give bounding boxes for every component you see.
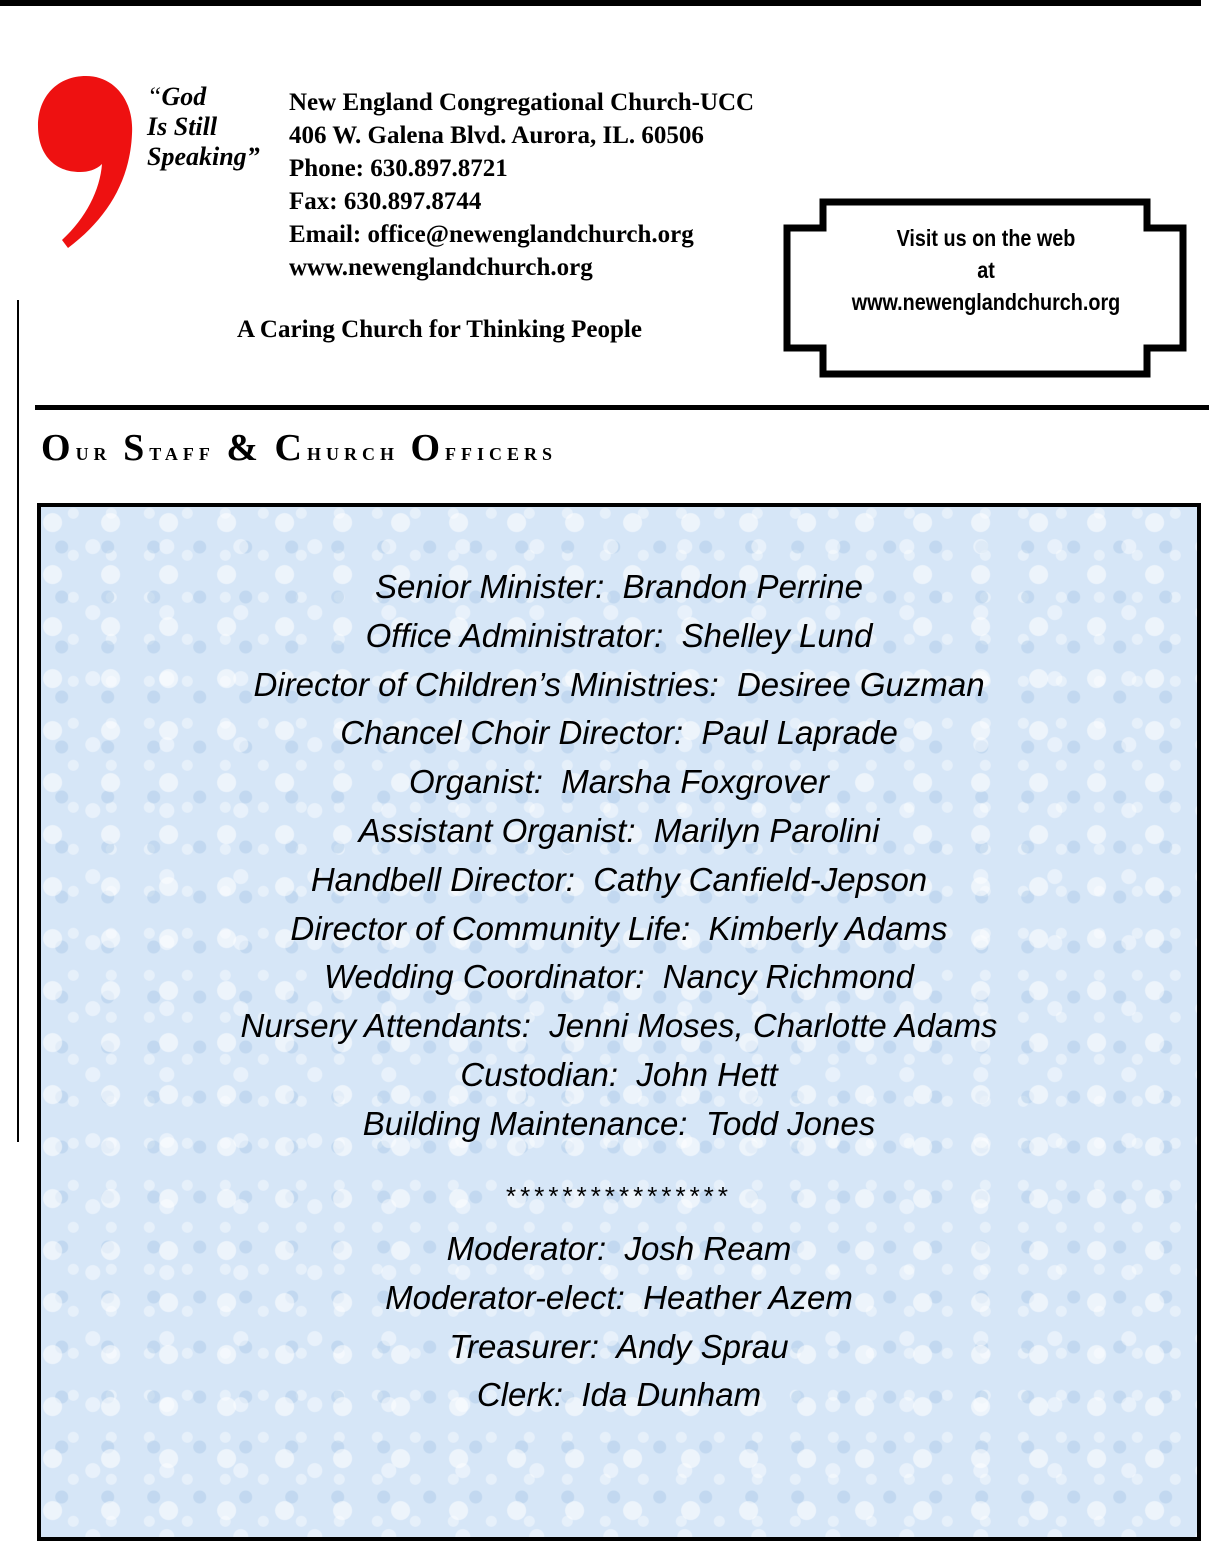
church-name: New England Congregational Church-UCC <box>289 89 755 116</box>
staff-entry: Director of Community Life: Kimberly Adams <box>290 909 948 947</box>
visit-web-box <box>783 198 1189 378</box>
staff-entry: Assistant Organist: Marilyn Parolini <box>358 811 880 849</box>
web-box-text <box>811 222 1160 318</box>
staff-entry: Handbell Director: Cathy Canfield-Jepson <box>310 860 928 898</box>
staff-entry: Building Maintenance: Todd Jones <box>362 1104 876 1142</box>
red-comma-icon <box>34 72 138 250</box>
tagline-line-1: God <box>161 82 207 111</box>
asterisk-divider: **************** <box>506 1181 732 1211</box>
church-phone: Phone: 630.897.8721 <box>289 155 508 182</box>
staff-entry: Custodian: John Hett <box>460 1055 778 1093</box>
tagline-open-quote: “ <box>147 82 162 111</box>
section-rule <box>35 405 1209 410</box>
staff-entry: Organist: Marsha Foxgrover <box>409 763 829 801</box>
officer-entry: Moderator-elect: Heather Azem <box>385 1278 853 1316</box>
tagline-line-2: Is Still <box>147 112 218 141</box>
tagline-line-3: Speaking <box>147 142 247 171</box>
left-margin-rule <box>17 300 19 1142</box>
top-rule <box>0 0 1201 6</box>
staff-entry: Director of Children’s Ministries: Desiree Guzman <box>253 665 985 703</box>
staff-entry: Chancel Choir Director: Paul Laprade <box>340 714 898 752</box>
church-fax: Fax: 630.897.8744 <box>289 188 482 215</box>
web-box-line-1: Visit us on the web <box>896 225 1076 251</box>
staff-panel <box>37 503 1201 1541</box>
officer-entry: Treasurer: Andy Sprau <box>449 1327 789 1365</box>
section-title: Our Staff & Church Officers <box>41 427 558 469</box>
officers-list <box>41 1225 1197 1420</box>
god-is-still-speaking-tagline <box>147 82 260 172</box>
staff-entry: Senior Minister: Brandon Perrine <box>375 568 863 605</box>
officer-entry: Moderator: Josh Ream <box>446 1230 792 1267</box>
staff-list <box>41 563 1197 1149</box>
church-contact-block <box>289 86 754 284</box>
staff-entry: Office Administrator: Shelley Lund <box>365 616 873 654</box>
church-email: Email: office@newenglandchurch.org <box>289 221 694 248</box>
web-box-url: www.newenglandchurch.org <box>851 289 1121 315</box>
church-address: 406 W. Galena Blvd. Aurora, IL. 60506 <box>289 122 704 149</box>
officer-entry: Clerk: Ida Dunham <box>476 1376 762 1414</box>
staff-entry: Nursery Attendants: Jenni Moses, Charlotte Adams <box>240 1007 998 1045</box>
staff-entry: Wedding Coordinator: Nancy Richmond <box>323 958 915 996</box>
web-box-line-2: at <box>977 257 995 283</box>
tagline-close-quote: ” <box>246 142 260 171</box>
church-motto: A Caring Church for Thinking People <box>237 316 642 343</box>
church-website: www.newenglandchurch.org <box>289 254 593 281</box>
